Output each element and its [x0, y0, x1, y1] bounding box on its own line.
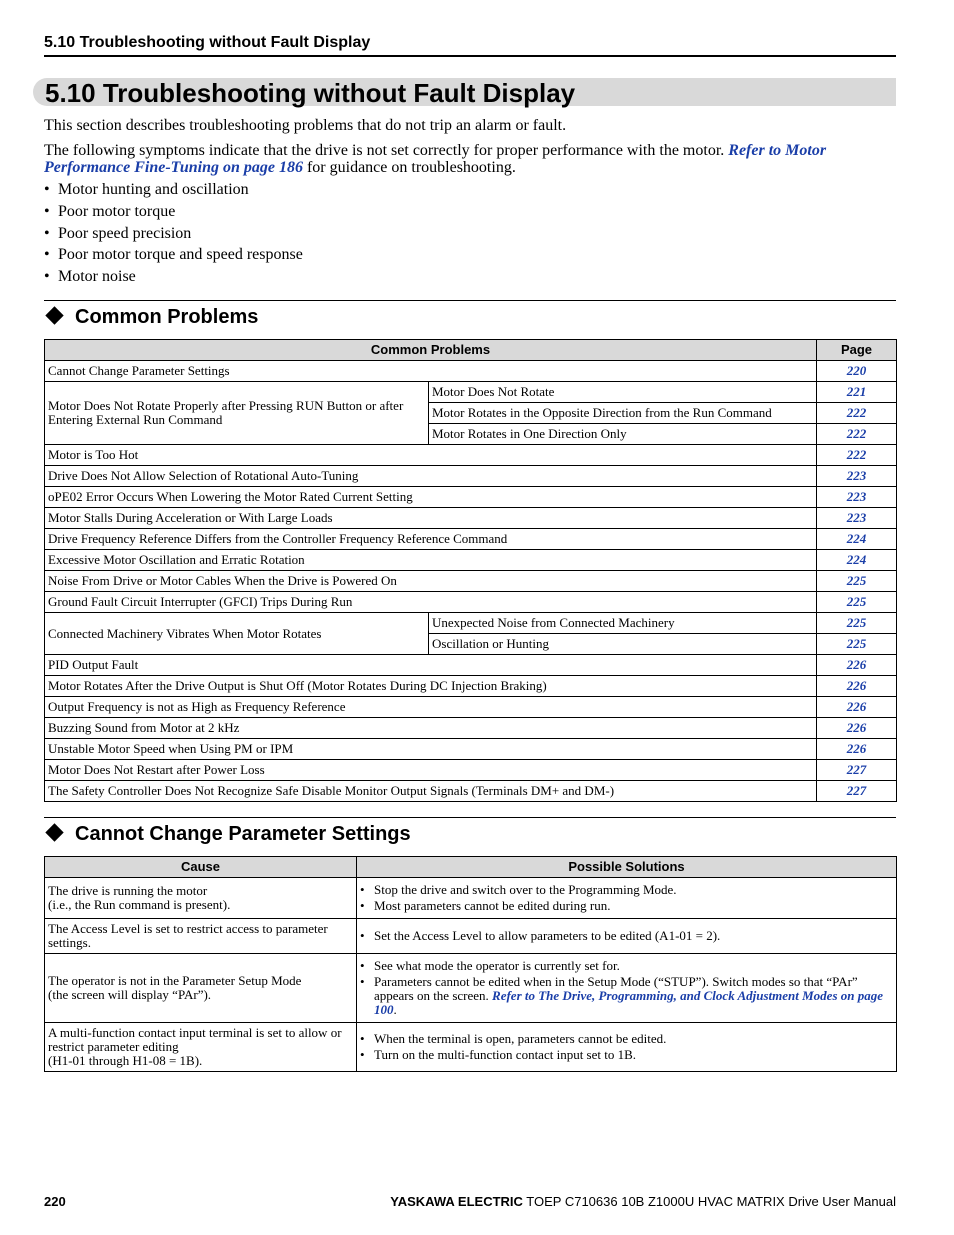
problem-cell: Drive Does Not Allow Selection of Rotational Auto-Tuning — [45, 466, 817, 487]
problem-group-cell: Motor Does Not Rotate Properly after Pressing RUN Button or after Entering External Run Command — [45, 382, 429, 445]
list-item: • Poor motor torque — [44, 202, 303, 224]
page-link[interactable]: 222 — [846, 447, 867, 462]
page-cell — [817, 676, 897, 697]
table-row — [45, 466, 897, 487]
page-cell — [817, 403, 897, 424]
col-header-problems: Common Problems — [45, 340, 817, 361]
page-link[interactable]: 224 — [846, 552, 867, 567]
symptoms-text: The following symptoms indicate that the drive is not set correctly for proper performance with the motor. — [44, 142, 729, 159]
page-cell — [817, 361, 897, 382]
page-link[interactable]: 223 — [846, 489, 867, 504]
problem-cell: Ground Fault Circuit Interrupter (GFCI) Trips During Run — [45, 592, 817, 613]
page-link[interactable]: 222 — [846, 405, 867, 420]
cannot-change-heading-text: Cannot Change Parameter Settings — [75, 823, 411, 845]
cause-line: The operator is not in the Parameter Setup Mode — [48, 973, 302, 988]
problem-cell: The Safety Controller Does Not Recognize Safe Disable Monitor Output Signals (Terminals DM+ and DM-) — [45, 781, 817, 802]
cause-line: (H1-01 through H1-08 = 1B). — [48, 1053, 203, 1068]
table-row — [45, 550, 897, 571]
col-header-cause: Cause — [45, 857, 357, 878]
list-item — [360, 959, 893, 973]
solution-text: Parameters cannot be edited when in the Setup Mode (“STUP”). Switch modes so that “PAr” appears on the screen. — [374, 974, 858, 1003]
page-cell — [817, 487, 897, 508]
page-cell — [817, 571, 897, 592]
problem-cell: Motor Rotates After the Drive Output is Shut Off (Motor Rotates During DC Injection Braking) — [45, 676, 817, 697]
table-row — [45, 529, 897, 550]
solutions-list — [360, 883, 893, 913]
problem-cell: Buzzing Sound from Motor at 2 kHz — [45, 718, 817, 739]
footer-brand: YASKAWA ELECTRIC — [390, 1194, 523, 1209]
page-cell — [817, 445, 897, 466]
table-row — [45, 760, 897, 781]
list-item: • Poor speed precision — [44, 224, 303, 246]
table-row — [45, 592, 897, 613]
table-row — [45, 718, 897, 739]
cause-line: (i.e., the Run command is present). — [48, 897, 231, 912]
problem-cell: Motor Rotates in the Opposite Direction from the Run Command — [429, 403, 817, 424]
table-row — [45, 781, 897, 802]
solutions-cell — [357, 878, 897, 919]
page-link[interactable]: 221 — [846, 384, 867, 399]
problem-cell: PID Output Fault — [45, 655, 817, 676]
list-item: • Motor hunting and oscillation — [44, 180, 303, 202]
cause-line: The Access Level is set to restrict access to parameter settings. — [48, 921, 328, 950]
cannot-change-table — [44, 856, 897, 1072]
cause-cell — [45, 878, 357, 919]
problem-cell: Motor Does Not Rotate — [429, 382, 817, 403]
page-link[interactable]: 226 — [846, 678, 867, 693]
problem-cell: Cannot Change Parameter Settings — [45, 361, 817, 382]
page-cell — [817, 529, 897, 550]
cause-cell — [45, 1023, 357, 1072]
problem-cell: oPE02 Error Occurs When Lowering the Motor Rated Current Setting — [45, 487, 817, 508]
table-row — [45, 487, 897, 508]
page-link[interactable]: 227 — [846, 762, 867, 777]
page-link[interactable]: 227 — [846, 783, 867, 798]
footer-doc-info — [390, 1194, 896, 1209]
solutions-cell — [357, 954, 897, 1023]
solutions-cell — [357, 1023, 897, 1072]
symptoms-text-after: for guidance on troubleshooting. — [302, 159, 516, 176]
section-title: 5.10 Troubleshooting without Fault Display — [33, 78, 896, 106]
page-cell — [817, 739, 897, 760]
cause-line: A multi-function contact input terminal is set to allow or restrict parameter editing — [48, 1025, 342, 1054]
page-cell — [817, 697, 897, 718]
running-header: 5.10 Troubleshooting without Fault Display — [44, 34, 896, 57]
page-link[interactable]: 226 — [846, 657, 867, 672]
page-link[interactable]: 226 — [846, 720, 867, 735]
page-cell — [817, 508, 897, 529]
table-row — [45, 697, 897, 718]
table-row — [45, 508, 897, 529]
intro-paragraph: This section describes troubleshooting problems that do not trip an alarm or fault. — [44, 117, 567, 134]
page-link[interactable]: 223 — [846, 510, 867, 525]
page-link[interactable]: 226 — [846, 699, 867, 714]
col-header-page: Page — [817, 340, 897, 361]
page-link[interactable]: 224 — [846, 531, 867, 546]
cause-line: (the screen will display “PAr”). — [48, 987, 212, 1002]
page-cell — [817, 592, 897, 613]
problem-cell: Noise From Drive or Motor Cables When the Drive is Powered On — [45, 571, 817, 592]
page-link[interactable]: 223 — [846, 468, 867, 483]
table-row — [45, 1023, 897, 1072]
solution-text-after: . — [393, 1002, 397, 1017]
fine-tuning-link[interactable]: Refer to Motor Performance Fine-Tuning on page 186 — [44, 142, 827, 176]
problem-group-cell: Connected Machinery Vibrates When Motor Rotates — [45, 613, 429, 655]
solution-text: Most parameters cannot be edited during run. — [374, 898, 611, 913]
problem-cell: Oscillation or Hunting — [429, 634, 817, 655]
list-item: • Motor noise — [44, 267, 303, 289]
solutions-list — [360, 1032, 893, 1062]
problem-cell: Drive Frequency Reference Differs from the Controller Frequency Reference Command — [45, 529, 817, 550]
problem-cell: Motor Stalls During Acceleration or With Large Loads — [45, 508, 817, 529]
list-item — [360, 899, 893, 913]
cause-cell — [45, 954, 357, 1023]
solution-text: See what mode the operator is currently set for. — [374, 958, 620, 973]
list-item: • Poor motor torque and speed response — [44, 245, 303, 267]
col-header-solutions: Possible Solutions — [357, 857, 897, 878]
table-row — [45, 878, 897, 919]
list-item — [360, 975, 893, 1017]
page-number: 220 — [44, 1194, 66, 1209]
solutions-list — [360, 959, 893, 1017]
problem-cell: Unstable Motor Speed when Using PM or IPM — [45, 739, 817, 760]
common-problems-heading — [44, 300, 896, 332]
page-link[interactable]: 225 — [846, 594, 867, 609]
diamond-bullet-icon — [45, 306, 63, 324]
page-link[interactable]: 225 — [846, 615, 867, 630]
page-cell — [817, 634, 897, 655]
symptoms-paragraph — [44, 142, 896, 176]
list-item — [360, 883, 893, 897]
common-problems-table — [44, 339, 897, 802]
page-link[interactable]: 226 — [846, 741, 867, 756]
list-item — [360, 929, 893, 943]
page-cell — [817, 760, 897, 781]
page-link[interactable]: 220 — [846, 363, 867, 378]
common-problems-heading-text: Common Problems — [75, 306, 259, 328]
page-cell — [817, 466, 897, 487]
diamond-bullet-icon — [45, 823, 63, 841]
cannot-change-heading — [44, 817, 896, 849]
solution-text: Turn on the multi-function contact input set to 1B. — [374, 1047, 637, 1062]
table-row — [45, 445, 897, 466]
problem-cell: Motor is Too Hot — [45, 445, 817, 466]
modes-reference-link[interactable]: Refer to The Drive, Programming, and Clock Adjustment Modes on page 100 — [374, 988, 884, 1017]
solutions-cell — [357, 919, 897, 954]
solution-text: Stop the drive and switch over to the Programming Mode. — [374, 882, 677, 897]
table-row — [45, 655, 897, 676]
solution-text: When the terminal is open, parameters cannot be edited. — [374, 1031, 667, 1046]
problem-cell: Motor Does Not Restart after Power Loss — [45, 760, 817, 781]
page-cell — [817, 424, 897, 445]
page-link[interactable]: 225 — [846, 636, 867, 651]
table-row — [45, 382, 897, 403]
page-cell — [817, 550, 897, 571]
page-cell — [817, 382, 897, 403]
list-item — [360, 1032, 893, 1046]
table-row — [45, 954, 897, 1023]
page-link[interactable]: 222 — [846, 426, 867, 441]
solution-text: Set the Access Level to allow parameters to be edited (A1-01 = 2). — [374, 928, 721, 943]
symptom-list — [44, 180, 303, 289]
page-cell — [817, 655, 897, 676]
problem-cell: Motor Rotates in One Direction Only — [429, 424, 817, 445]
page-link[interactable]: 225 — [846, 573, 867, 588]
table-row — [45, 613, 897, 634]
solutions-list — [360, 929, 893, 943]
table-row — [45, 739, 897, 760]
problem-cell: Output Frequency is not as High as Frequency Reference — [45, 697, 817, 718]
page-cell — [817, 613, 897, 634]
problem-cell: Excessive Motor Oscillation and Erratic Rotation — [45, 550, 817, 571]
cause-cell — [45, 919, 357, 954]
footer-doc-title: TOEP C710636 10B Z1000U HVAC MATRIX Drive User Manual — [522, 1194, 896, 1209]
problem-cell: Unexpected Noise from Connected Machinery — [429, 613, 817, 634]
page-cell — [817, 781, 897, 802]
table-row — [45, 676, 897, 697]
page-cell — [817, 718, 897, 739]
table-row — [45, 361, 897, 382]
cause-line: The drive is running the motor — [48, 883, 208, 898]
table-row — [45, 919, 897, 954]
list-item — [360, 1048, 893, 1062]
table-row — [45, 571, 897, 592]
